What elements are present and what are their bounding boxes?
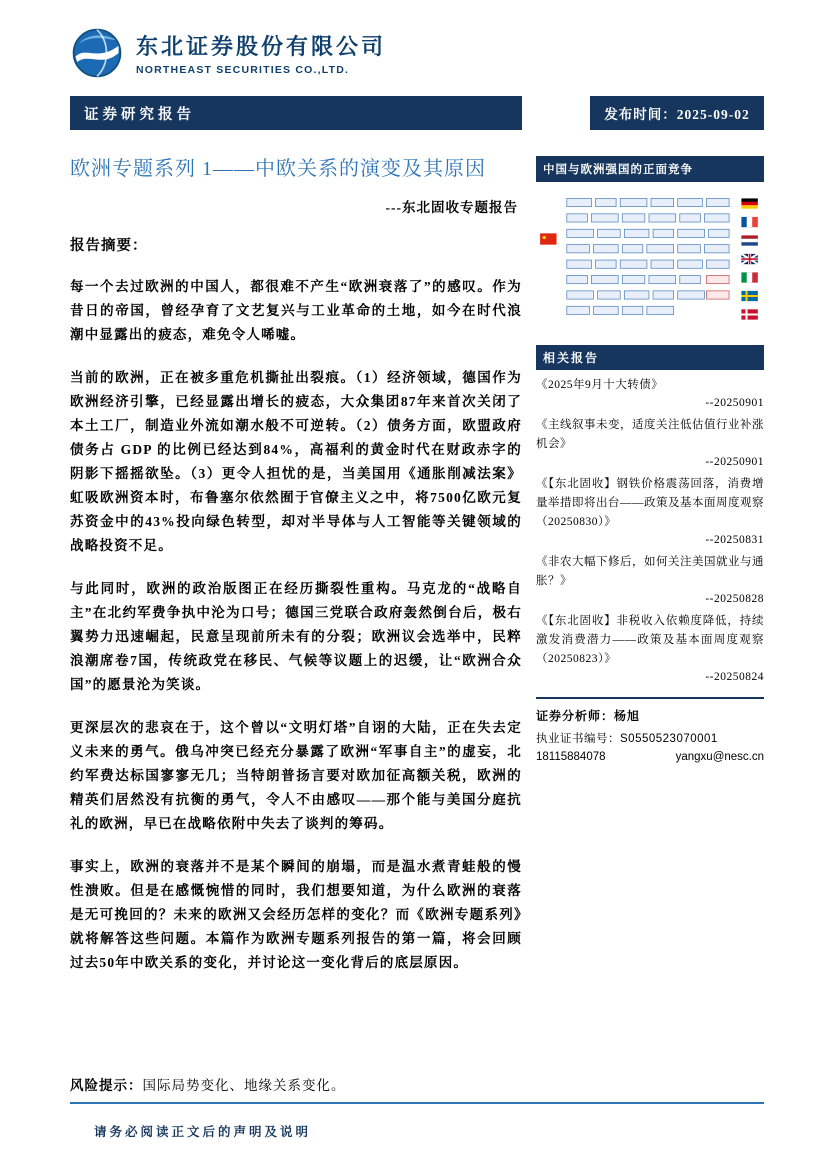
summary-paragraph: 每一个去过欧洲的中国人，都很难不产生“欧洲衰落了”的感叹。作为昔日的帝国，曾经孕育了文艺复兴与工业革命的土地，如今在时代浪潮中显露出的疲态，难免令人唏嘘。 <box>70 279 522 343</box>
related-report-title: 《【东北固收】钢铁价格震荡回落，消费增量举措即将出台——政策及基本面周度观察（20250830）》 <box>536 477 764 528</box>
analyst-phone: 18115884078 <box>536 750 606 763</box>
netherlands-flag <box>741 235 757 245</box>
denmark-flag <box>741 309 757 319</box>
report-subtitle: ---东北固收专题报告 <box>385 200 518 215</box>
related-report-date: --20250824 <box>705 670 764 683</box>
italy-flag <box>741 272 757 282</box>
summary-paragraph: 与此同时，欧洲的政治版图正在经历撕裂性重构。马克龙的“战略自主”在北约军费争执中沦为口号；德国三党联合政府轰然倒台后，极右翼势力迅速崛起，民意呈现前所未有的分裂；欧洲议会选举中，民粹浪潮席卷7国，传统政党在移民、气候等议题上的迟缓，让“欧洲合众国”的愿景沦为笑谈。 <box>70 581 522 693</box>
analyst-cert-number: 执业证书编号：S0550523070001 <box>536 732 718 745</box>
related-report-title: 《主线叙事未变，适度关注低估值行业补涨机会》 <box>536 418 764 450</box>
related-report-title: 《非农大幅下修后，如何关注美国就业与通胀？》 <box>536 555 764 587</box>
analyst-label: 证券分析师： <box>536 708 615 723</box>
related-report-title: 《2025年9月十大转债》 <box>536 379 664 391</box>
sweden-flag <box>741 291 757 301</box>
summary-paragraph: 当前的欧洲，正在被多重危机撕扯出裂痕。（1）经济领域，德国作为欧洲经济引擎，已经显露出增长的疲态，大众集团87年来首次关闭了本土工厂，制造业外流如潮水般不可逆转。（2）债务方面，欧盟政府债务占 GDP 的比例已经达到84%，高福利的黄金时代在财政赤字的阴影下摇摇欲坠。（3）更令人担忧的是，当美国用《通胀削减法案》虹吸欧洲资本时，布鲁塞尔依然囿于官僚主义之中，将7500亿欧元复苏资金中的43%投向绿色转型，却对半导体与人工智能等关键领域的战略投资不足。 <box>70 370 522 554</box>
uk-flag <box>741 254 757 264</box>
risk-warning-text: 国际局势变化、地缘关系变化。 <box>142 1078 346 1093</box>
summary-paragraph: 事实上，欧洲的衰落并不是某个瞬间的崩塌，而是温水煮青蛙般的慢性溃败。但是在感慨惋惜的同时，我们想要知道，为什么欧洲的衰落是无可挽回的？未来的欧洲又会经历怎样的变化？而《欧洲专题系列》就将解答这些问题。本篇作为欧洲专题系列报告的第一篇，将会回顾过去50年中欧关系的变化，并讨论这一变化背后的底层原因。 <box>70 859 522 971</box>
related-reports-list <box>536 370 764 683</box>
header-bars <box>70 96 764 130</box>
france-flag <box>741 217 757 227</box>
company-name-cn: 东北证券股份有限公司 <box>136 34 387 59</box>
china-flag <box>540 233 556 244</box>
footer-divider <box>70 1102 764 1104</box>
competition-diagram <box>536 182 764 335</box>
risk-warning <box>70 1074 346 1094</box>
related-report-date: --20250828 <box>705 592 764 605</box>
main-column <box>70 156 522 994</box>
publish-date-banner: 发布时间：2025-09-02 <box>590 96 764 130</box>
related-report-title: 《【东北固收】非税收入依赖度降低，持续激发消费潜力——政策及基本面周度观察（20250823）》 <box>536 614 764 665</box>
analyst-block <box>536 697 764 763</box>
related-report-item <box>536 475 764 546</box>
related-report-item <box>536 553 764 605</box>
related-reports-heading: 相关报告 <box>536 345 764 370</box>
germany-flag <box>741 198 757 208</box>
footer-disclaimer: 请务必阅读正文后的声明及说明 <box>94 1125 312 1139</box>
brand-names <box>136 30 386 76</box>
company-name-en: NORTHEAST SECURITIES CO.,LTD. <box>136 64 350 76</box>
brand-header <box>70 26 764 80</box>
sidebar <box>536 156 764 994</box>
related-report-item <box>536 416 764 468</box>
globe-swirl-icon <box>70 26 124 80</box>
analyst-name: 杨旭 <box>614 708 641 723</box>
related-report-item <box>536 376 764 409</box>
related-report-item <box>536 612 764 683</box>
risk-warning-label: 风险提示： <box>70 1078 143 1093</box>
figure-title-bar: 中国与欧洲强国的正面竞争 <box>536 156 764 182</box>
report-type-banner: 证券研究报告 <box>70 96 522 130</box>
related-report-date: --20250901 <box>705 455 764 468</box>
summary-paragraph: 更深层次的悲哀在于，这个曾以“文明灯塔”自诩的大陆，正在失去定义未来的勇气。俄乌冲突已经充分暴露了欧洲“军事自主”的虚妄，北约军费达标国寥寥无几；当特朗普扬言要对欧加征高额关税，欧洲的精英们居然没有抗衡的勇气，令人不由感叹——那个能与美国分庭抗礼的欧洲，早已在战略依附中失去了谈判的筹码。 <box>70 720 522 832</box>
report-title: 欧洲专题系列 1——中欧关系的演变及其原因 <box>70 158 486 180</box>
related-report-date: --20250901 <box>705 396 764 409</box>
analyst-email: yangxu@nesc.cn <box>675 750 764 763</box>
related-report-date: --20250831 <box>705 533 764 546</box>
summary-heading: 报告摘要： <box>70 238 148 254</box>
